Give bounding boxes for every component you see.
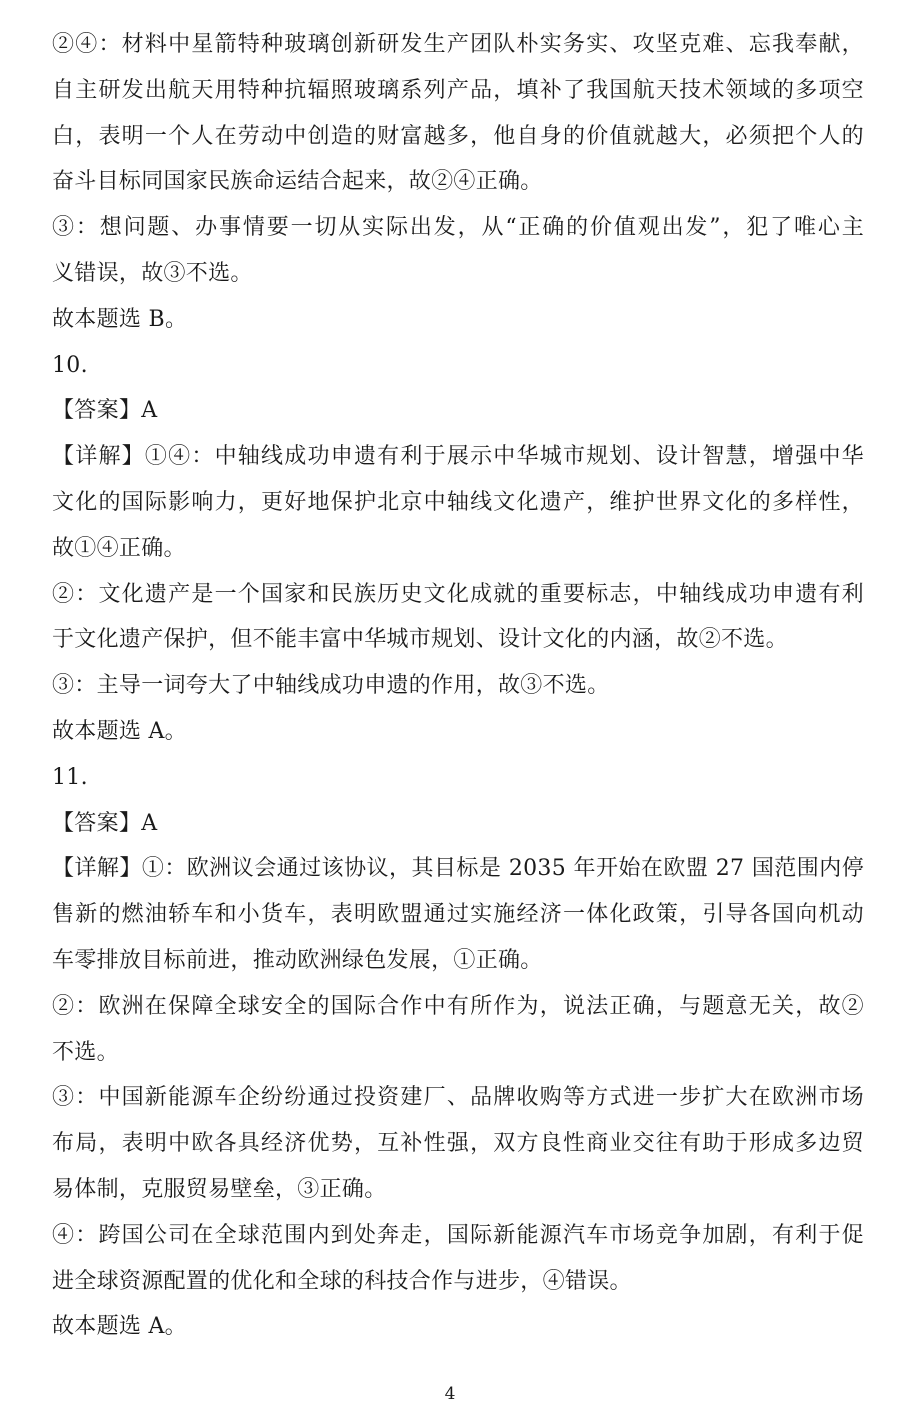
- document-body: [52, 22, 864, 1350]
- text-line: ③：主导一词夸大了中轴线成功申遗的作用，故③不选。: [52, 673, 610, 699]
- text-line: 故①④正确。: [52, 535, 186, 561]
- text-line: 11.: [52, 764, 88, 790]
- text-line: 不选。: [52, 1039, 119, 1065]
- text-line: 【答案】A: [52, 810, 158, 836]
- text-line: 奋斗目标同国家民族命运结合起来，故②④正确。: [52, 169, 543, 195]
- text-line: 10.: [52, 352, 88, 378]
- text-line: 自主研发出航天用特种抗辐照玻璃系列产品，填补了我国航天技术领域的多项空: [52, 77, 864, 103]
- page-number: 4: [444, 1384, 456, 1404]
- text-line: 文化的国际影响力，更好地保护北京中轴线文化遗产，维护世界文化的多样性，: [52, 489, 864, 515]
- text-line: 【详解】①：欧洲议会通过该协议，其目标是 2035 年开始在欧盟 27 国范围内停: [52, 856, 864, 882]
- text-line: 进全球资源配置的优化和全球的科技合作与进步，④错误。: [52, 1268, 632, 1294]
- text-line: ③：中国新能源车企纷纷通过投资建厂、品牌收购等方式进一步扩大在欧洲市场: [52, 1085, 864, 1111]
- text-line: ③：想问题、办事情要一切从实际出发，从“正确的价值观出发”，犯了唯心主: [52, 215, 864, 241]
- text-line: 车零排放目标前进，推动欧洲绿色发展，①正确。: [52, 947, 543, 973]
- text-line: ②：欧洲在保障全球安全的国际合作中有所作为，说法正确，与题意无关，故②: [52, 993, 864, 1019]
- text-line: ②④：材料中星箭特种玻璃创新研发生产团队朴实务实、攻坚克难、忘我奉献，: [52, 32, 864, 57]
- text-line: 布局，表明中欧各具经济优势，互补性强，双方良性商业交往有助于形成多边贸: [52, 1131, 864, 1157]
- text-line: 故本题选 A。: [52, 718, 187, 744]
- text-line: 售新的燃油轿车和小货车，表明欧盟通过实施经济一体化政策，引导各国向机动: [52, 902, 864, 928]
- text-line: ④：跨国公司在全球范围内到处奔走，国际新能源汽车市场竞争加剧，有利于促: [52, 1222, 864, 1248]
- text-line: ②：文化遗产是一个国家和民族历史文化成就的重要标志，中轴线成功申遗有利: [52, 581, 864, 607]
- text-line: 【答案】A: [52, 398, 158, 424]
- text-line: 义错误，故③不选。: [52, 260, 253, 286]
- text-line: 故本题选 A。: [52, 1314, 187, 1340]
- text-line: 【详解】①④：中轴线成功申遗有利于展示中华城市规划、设计智慧，增强中华: [52, 444, 864, 470]
- text-line: 易体制，克服贸易壁垒，③正确。: [52, 1176, 387, 1202]
- text-line: 白，表明一个人在劳动中创造的财富越多，他自身的价值就越大，必须把个人的: [52, 123, 864, 149]
- text-line: 于文化遗产保护，但不能丰富中华城市规划、设计文化的内涵，故②不选。: [52, 627, 788, 653]
- text-line: 故本题选 B。: [52, 306, 188, 332]
